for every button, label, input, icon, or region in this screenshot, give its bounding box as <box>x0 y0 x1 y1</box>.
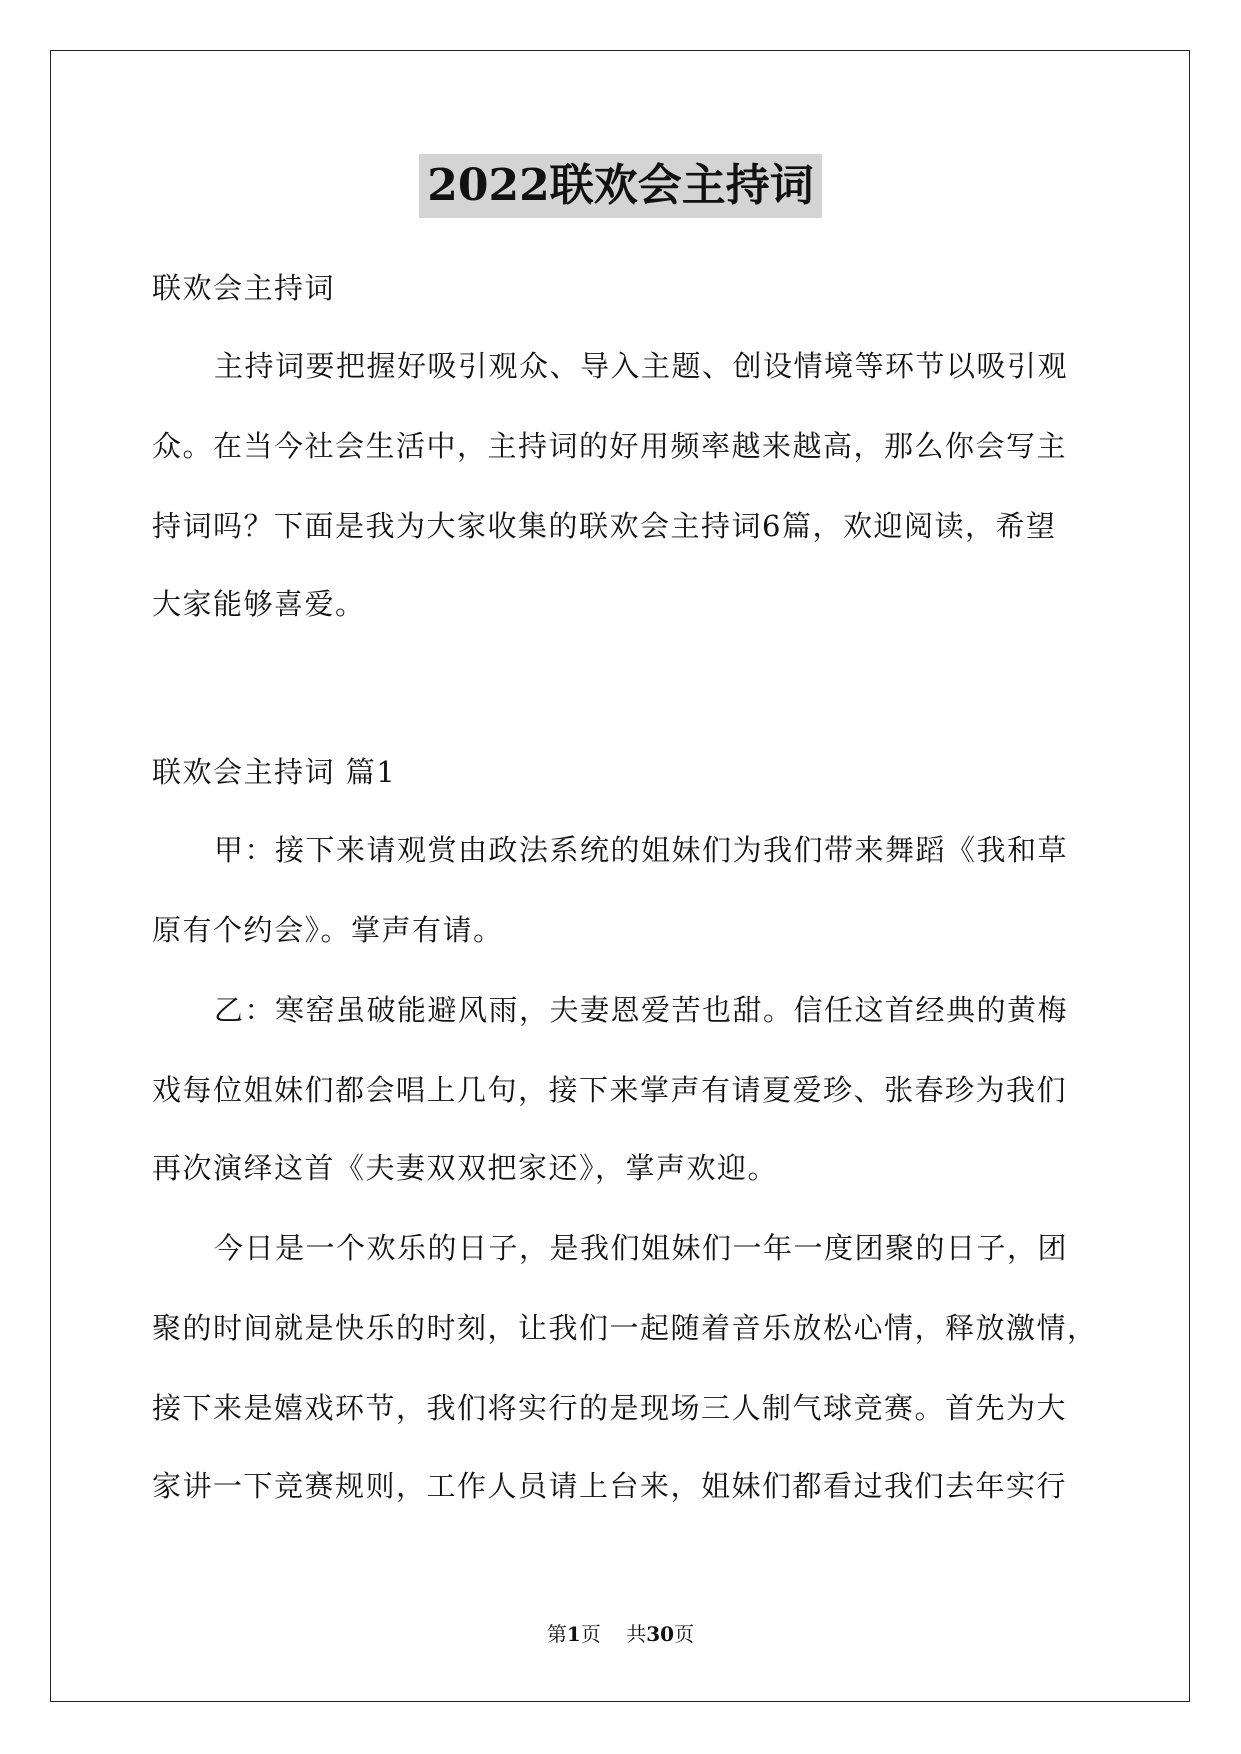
paragraph-line: 接下来是嬉戏环节，我们将实行的是现场三人制气球竞赛。首先为大 <box>152 1391 1068 1425</box>
page-footer <box>0 1621 1241 1647</box>
paragraph-line: 乙：寒窑虽破能避风雨，夫妻恩爱苦也甜。信任这首经典的黄梅 <box>214 993 1069 1027</box>
paragraph-line: 众。在当今社会生活中，主持词的好用频率越来越高，那么你会写主 <box>152 429 1068 463</box>
title-container <box>0 154 1241 218</box>
current-page-number: 1 <box>566 1622 581 1646</box>
total-prefix: 共 <box>626 1622 647 1646</box>
total-page-count: 30 <box>646 1622 675 1646</box>
document-title: 2022联欢会主持词 <box>419 154 821 218</box>
total-suffix: 页 <box>674 1622 695 1646</box>
paragraph-line: 原有个约会》。掌声有请。 <box>152 913 504 947</box>
paragraph-line: 甲：接下来请观赏由政法系统的姐妹们为我们带来舞蹈《我和草 <box>214 833 1069 867</box>
page-prefix: 第 <box>546 1622 567 1646</box>
paragraph-line: 戏每位姐妹们都会唱上几句，接下来掌声有请夏爱珍、张春珍为我们 <box>152 1073 1068 1107</box>
paragraph-line: 主持词要把握好吸引观众、导入主题、创设情境等环节以吸引观 <box>214 349 1069 383</box>
paragraph-line: 再次演绎这首《夫妻双双把家还》，掌声欢迎。 <box>152 1151 779 1185</box>
paragraph-line: 家讲一下竞赛规则，工作人员请上台来，姐妹们都看过我们去年实行 <box>152 1469 1068 1503</box>
section-heading: 联欢会主持词 篇1 <box>152 755 397 789</box>
paragraph-line: 持词吗？下面是我为大家收集的联欢会主持词6篇，欢迎阅读，希望 <box>152 509 1057 543</box>
paragraph-line: 大家能够喜爱。 <box>152 587 366 621</box>
paragraph-line: 聚的时间就是快乐的时刻，让我们一起随着音乐放松心情，释放激情， <box>152 1311 1098 1345</box>
paragraph-line: 今日是一个欢乐的日子，是我们姐妹们一年一度团聚的日子，团 <box>214 1231 1069 1265</box>
page-suffix: 页 <box>580 1622 601 1646</box>
section-heading: 联欢会主持词 <box>152 271 336 305</box>
